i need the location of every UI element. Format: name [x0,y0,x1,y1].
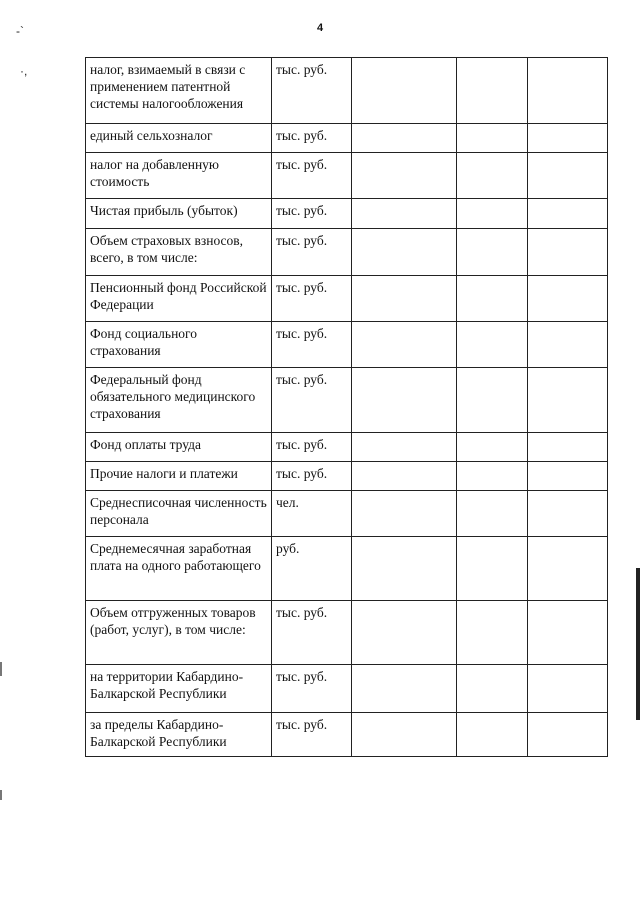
indicator-label: Пенсионный фонд Российской Федерации [86,276,272,322]
value-cell[interactable] [528,665,608,713]
value-cell[interactable] [528,153,608,199]
indicator-unit: тыс. руб. [272,462,352,491]
value-cell[interactable] [457,433,528,462]
value-cell[interactable] [528,713,608,757]
value-cell[interactable] [528,322,608,368]
table-row [86,322,608,368]
indicator-unit: тыс. руб. [272,229,352,276]
indicator-unit: тыс. руб. [272,433,352,462]
value-cell[interactable] [457,276,528,322]
indicator-unit: тыс. руб. [272,665,352,713]
indicator-unit: тыс. руб. [272,601,352,665]
indicator-label: Фонд оплаты труда [86,433,272,462]
value-cell[interactable] [528,124,608,153]
value-cell[interactable] [352,462,457,491]
table-row [86,491,608,537]
value-cell[interactable] [528,462,608,491]
scan-artifact: -` [16,24,24,38]
indicator-unit: тыс. руб. [272,368,352,433]
table-row [86,58,608,124]
table-row [86,276,608,322]
value-cell[interactable] [528,491,608,537]
indicator-label: налог на добавленную стоимость [86,153,272,199]
value-cell[interactable] [457,665,528,713]
value-cell[interactable] [457,537,528,601]
value-cell[interactable] [352,491,457,537]
indicator-unit: тыс. руб. [272,322,352,368]
indicator-unit: тыс. руб. [272,276,352,322]
scan-edge-shadow [636,568,640,720]
indicator-label: Фонд социального страхования [86,322,272,368]
table-row [86,229,608,276]
table-row [86,153,608,199]
value-cell[interactable] [352,199,457,229]
value-cell[interactable] [352,229,457,276]
value-cell[interactable] [457,153,528,199]
indicator-unit: тыс. руб. [272,58,352,124]
indicator-unit: тыс. руб. [272,124,352,153]
value-cell[interactable] [528,229,608,276]
value-cell[interactable] [352,322,457,368]
value-cell[interactable] [352,124,457,153]
value-cell[interactable] [352,601,457,665]
indicator-label: за пределы Кабардино-Балкарской Республики [86,713,272,757]
value-cell[interactable] [457,229,528,276]
indicator-label: единый сельхозналог [86,124,272,153]
indicator-unit: тыс. руб. [272,199,352,229]
table-row [86,601,608,665]
indicator-unit: руб. [272,537,352,601]
value-cell[interactable] [457,462,528,491]
value-cell[interactable] [352,537,457,601]
table-row [86,713,608,757]
indicators-table [85,57,608,757]
indicator-label: Федеральный фонд обязательного медицинского страхования [86,368,272,433]
scan-artifact [0,662,2,676]
value-cell[interactable] [528,199,608,229]
value-cell[interactable] [528,368,608,433]
value-cell[interactable] [457,58,528,124]
page-number: 4 [316,22,324,34]
value-cell[interactable] [528,601,608,665]
value-cell[interactable] [457,199,528,229]
value-cell[interactable] [528,537,608,601]
indicator-label: Среднесписочная численность персонала [86,491,272,537]
value-cell[interactable] [352,368,457,433]
table-row [86,368,608,433]
value-cell[interactable] [528,58,608,124]
value-cell[interactable] [457,368,528,433]
value-cell[interactable] [457,124,528,153]
indicator-unit: тыс. руб. [272,153,352,199]
indicator-label: Объем страховых взносов, всего, в том числе: [86,229,272,276]
indicator-unit: тыс. руб. [272,713,352,757]
table-row [86,433,608,462]
indicator-label: Прочие налоги и платежи [86,462,272,491]
scan-artifact [0,790,2,800]
value-cell[interactable] [352,153,457,199]
table-row [86,537,608,601]
value-cell[interactable] [352,665,457,713]
scan-artifact: ·, [20,64,28,78]
indicator-unit: чел. [272,491,352,537]
value-cell[interactable] [457,491,528,537]
value-cell[interactable] [352,58,457,124]
value-cell[interactable] [352,433,457,462]
value-cell[interactable] [457,322,528,368]
table-row [86,199,608,229]
table-row [86,665,608,713]
table-row [86,462,608,491]
value-cell[interactable] [457,713,528,757]
indicator-label: налог, взимаемый в связи с применением патентной системы налогообложения [86,58,272,124]
indicator-label: Чистая прибыль (убыток) [86,199,272,229]
table-row [86,124,608,153]
indicator-label: Среднемесячная заработная плата на одного работающего [86,537,272,601]
value-cell[interactable] [457,601,528,665]
value-cell[interactable] [528,276,608,322]
value-cell[interactable] [352,276,457,322]
value-cell[interactable] [528,433,608,462]
indicator-label: на территории Кабардино-Балкарской Республики [86,665,272,713]
value-cell[interactable] [352,713,457,757]
indicator-label: Объем отгруженных товаров (работ, услуг), в том числе: [86,601,272,665]
